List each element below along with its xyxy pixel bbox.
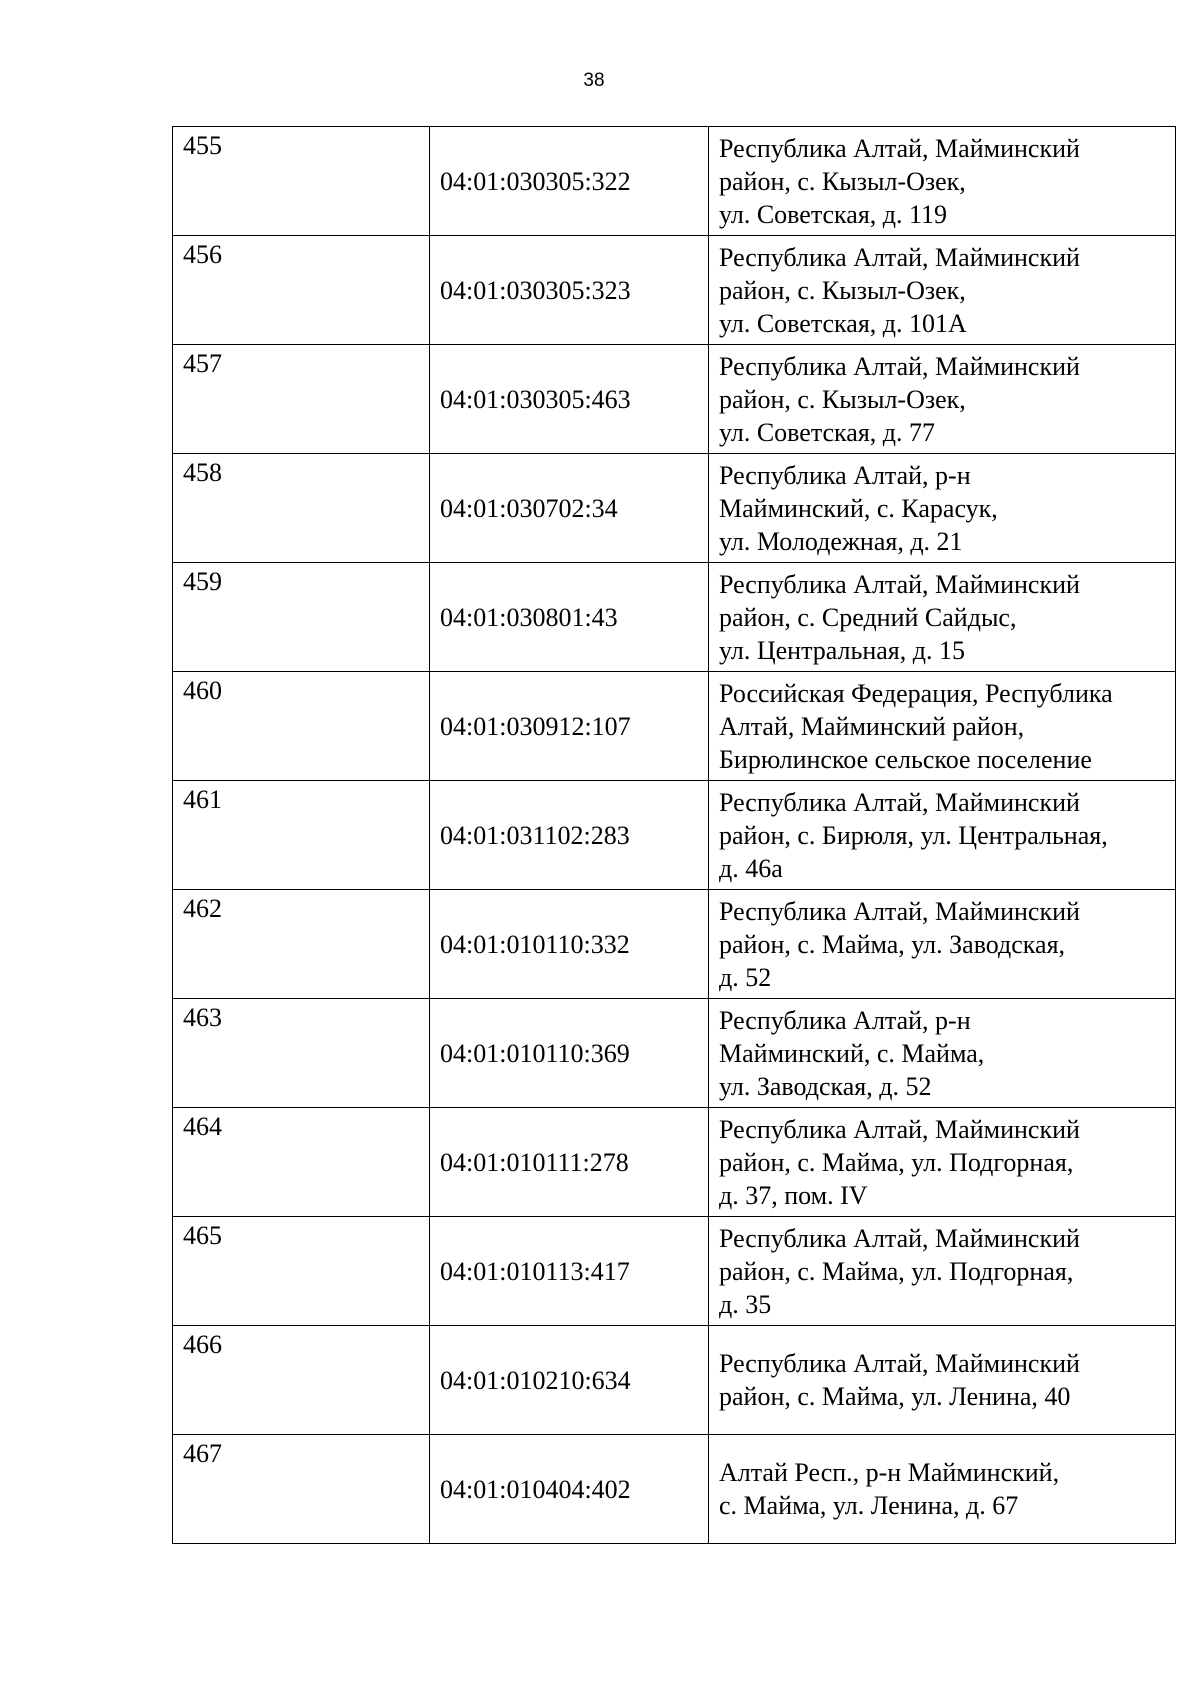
address-line: Республика Алтай, Майминский — [719, 1114, 1080, 1144]
address-line: район, с. Кызыл-Озек, — [719, 275, 966, 305]
cadastral-number-cell: 04:01:030305:463 — [430, 345, 709, 454]
cadastral-number-cell: 04:01:010110:369 — [430, 999, 709, 1108]
address-cell — [709, 781, 1176, 890]
address-line: Республика Алтай, Майминский — [719, 1223, 1080, 1253]
address-line: Бирюлинское сельское поселение — [719, 744, 1092, 774]
cadastral-number-cell: 04:01:030305:323 — [430, 236, 709, 345]
address-line: Республика Алтай, Майминский — [719, 787, 1080, 817]
address-cell — [709, 454, 1176, 563]
address-cell — [709, 345, 1176, 454]
address-cell — [709, 672, 1176, 781]
address-cell — [709, 999, 1176, 1108]
row-number-cell: 459 — [173, 563, 430, 672]
registry-table-body — [173, 127, 1176, 1544]
table-row — [173, 236, 1176, 345]
row-number-cell: 461 — [173, 781, 430, 890]
address-line: район, с. Средний Сайдыс, — [719, 602, 1017, 632]
address-line: Республика Алтай, Майминский — [719, 896, 1080, 926]
row-number-cell: 467 — [173, 1435, 430, 1544]
page-number: 38 — [583, 70, 605, 91]
address-line: район, с. Майма, ул. Подгорная, — [719, 1256, 1074, 1286]
address-cell — [709, 1435, 1176, 1544]
table-row — [173, 563, 1176, 672]
address-line: Республика Алтай, Майминский — [719, 569, 1080, 599]
address-line: Республика Алтай, р-н — [719, 1005, 971, 1035]
row-number-cell: 462 — [173, 890, 430, 999]
cadastral-number-cell: 04:01:030702:34 — [430, 454, 709, 563]
address-line: ул. Заводская, д. 52 — [719, 1071, 932, 1101]
table-row — [173, 1108, 1176, 1217]
cadastral-number-cell: 04:01:010404:402 — [430, 1435, 709, 1544]
cadastral-number-cell: 04:01:030801:43 — [430, 563, 709, 672]
table-row — [173, 1217, 1176, 1326]
registry-table — [172, 126, 1176, 1544]
cadastral-number-cell: 04:01:030912:107 — [430, 672, 709, 781]
address-line: Республика Алтай, р-н — [719, 460, 971, 490]
table-row — [173, 127, 1176, 236]
cadastral-number-cell: 04:01:010210:634 — [430, 1326, 709, 1435]
address-line: д. 35 — [719, 1289, 772, 1319]
row-number-cell: 463 — [173, 999, 430, 1108]
address-cell — [709, 1217, 1176, 1326]
table-row — [173, 454, 1176, 563]
address-cell — [709, 1326, 1176, 1435]
address-line: ул. Молодежная, д. 21 — [719, 526, 963, 556]
row-number-cell: 458 — [173, 454, 430, 563]
table-row — [173, 781, 1176, 890]
address-line: ул. Советская, д. 77 — [719, 417, 936, 447]
table-row — [173, 1326, 1176, 1435]
table-row — [173, 890, 1176, 999]
address-line: Российская Федерация, Республика — [719, 678, 1113, 708]
address-line: Майминский, с. Карасук, — [719, 493, 998, 523]
address-line: Республика Алтай, Майминский — [719, 242, 1080, 272]
address-line: район, с. Майма, ул. Заводская, — [719, 929, 1066, 959]
table-row — [173, 999, 1176, 1108]
row-number-cell: 464 — [173, 1108, 430, 1217]
address-line: д. 46а — [719, 853, 783, 883]
table-row — [173, 345, 1176, 454]
address-line: с. Майма, ул. Ленина, д. 67 — [719, 1491, 1019, 1520]
address-line: ул. Центральная, д. 15 — [719, 635, 965, 665]
row-number-cell: 456 — [173, 236, 430, 345]
table-row — [173, 1435, 1176, 1544]
row-number-cell: 465 — [173, 1217, 430, 1326]
address-line: район, с. Бирюля, ул. Центральная, — [719, 820, 1108, 850]
address-line: д. 52 — [719, 962, 772, 992]
address-line: район, с. Кызыл-Озек, — [719, 384, 966, 414]
address-cell — [709, 890, 1176, 999]
address-line: Алтай, Майминский район, — [719, 711, 1025, 741]
address-cell — [709, 1108, 1176, 1217]
row-number-cell: 455 — [173, 127, 430, 236]
cadastral-number-cell: 04:01:010111:278 — [430, 1108, 709, 1217]
row-number-cell: 466 — [173, 1326, 430, 1435]
address-line: Республика Алтай, Майминский — [719, 351, 1080, 381]
cadastral-number-cell: 04:01:031102:283 — [430, 781, 709, 890]
address-cell — [709, 563, 1176, 672]
address-line: Майминский, с. Майма, — [719, 1038, 985, 1068]
address-line: Алтай Респ., р-н Майминский, — [719, 1458, 1060, 1487]
row-number-cell: 457 — [173, 345, 430, 454]
address-line: район, с. Майма, ул. Подгорная, — [719, 1147, 1074, 1177]
cadastral-number-cell: 04:01:010110:332 — [430, 890, 709, 999]
cadastral-number-cell: 04:01:010113:417 — [430, 1217, 709, 1326]
address-line: ул. Советская, д. 119 — [719, 199, 948, 229]
address-line: Республика Алтай, Майминский — [719, 1349, 1080, 1378]
address-cell — [709, 127, 1176, 236]
address-line: район, с. Майма, ул. Ленина, 40 — [719, 1382, 1071, 1411]
address-line: д. 37, пом. IV — [719, 1180, 868, 1210]
row-number-cell: 460 — [173, 672, 430, 781]
table-row — [173, 672, 1176, 781]
address-line: ул. Советская, д. 101А — [719, 308, 967, 338]
address-line: Республика Алтай, Майминский — [719, 133, 1080, 163]
cadastral-number-cell: 04:01:030305:322 — [430, 127, 709, 236]
address-line: район, с. Кызыл-Озек, — [719, 166, 966, 196]
address-cell — [709, 236, 1176, 345]
